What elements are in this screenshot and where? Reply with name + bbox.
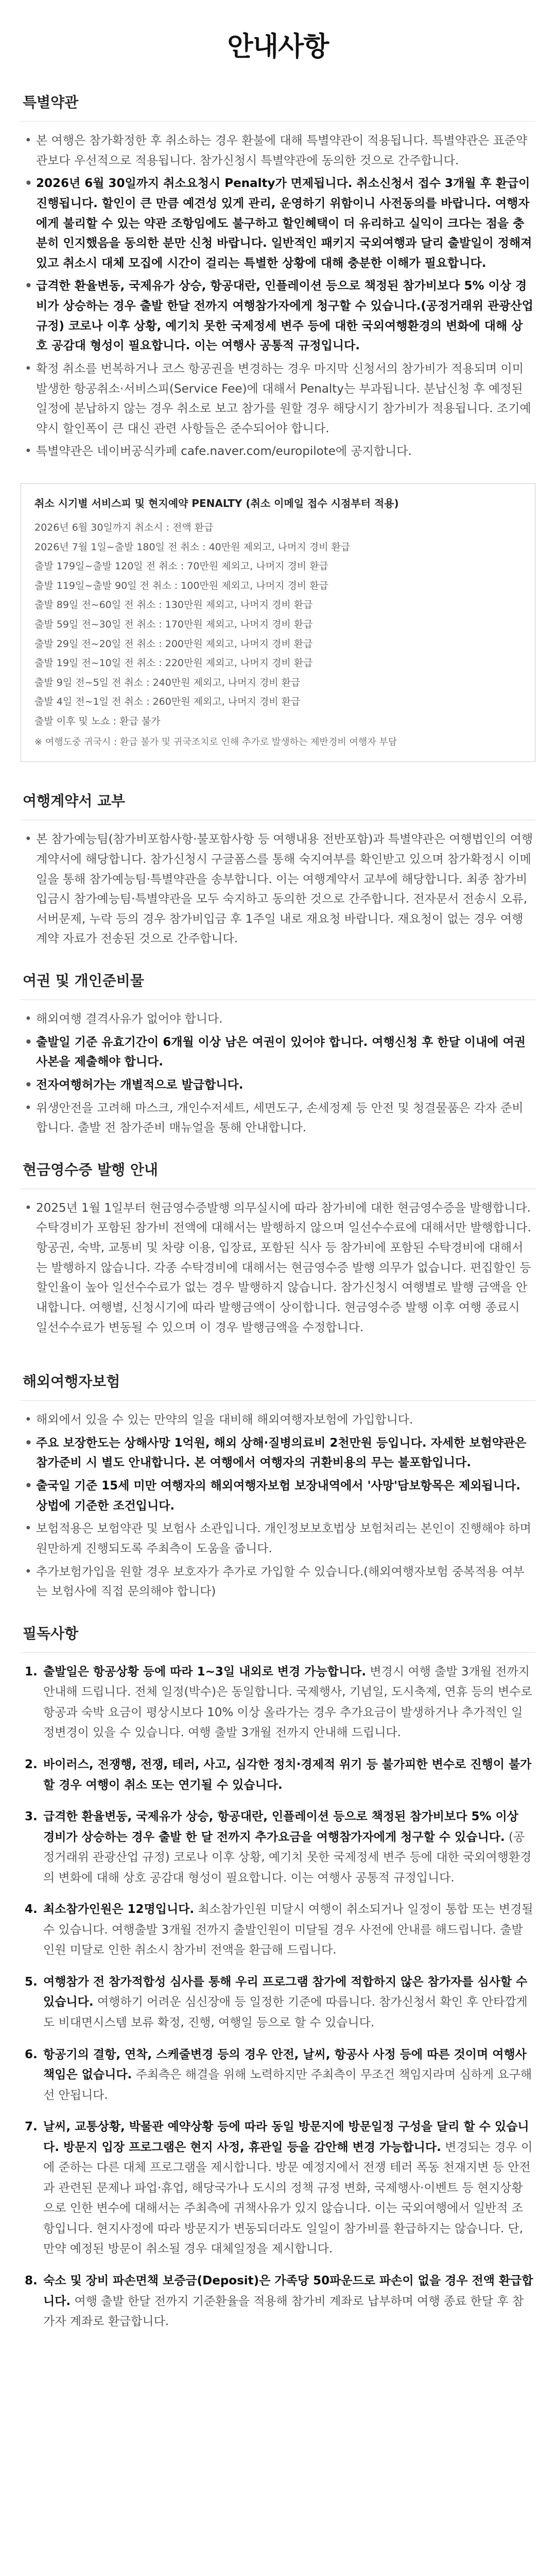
section-heading: 특별약관 (21, 84, 535, 122)
item-strong: 최소참가인원은 12명입니다. (43, 1903, 195, 1917)
list-item: • 보험적용은 보험약관 및 보험사 소관입니다. 개인정보보호법상 보험처리는 본인이 진행해야 하며 원만하게 진행되도록 주최측이 도움을 줍니다. (23, 1519, 533, 1558)
section-heading: 해외여행자보험 (21, 1363, 535, 1401)
required-list (21, 1662, 535, 2355)
penalty-row: 출발 4일 전~1일 전 취소 : 260만원 제외고, 나머지 경비 환급 (34, 696, 301, 708)
penalty-row: 2026년 7월 1일~출발 180일 전 취소 : 40만원 제외고, 나머지 경비 환급 (34, 541, 351, 553)
list-item (23, 2117, 533, 2260)
item-number: 3. (25, 1810, 38, 1824)
item-text: 주최측은 해결을 위해 노력하지만 주최측이 무조건 책임지라며 심하게 요구해선 안됩니다. (43, 2068, 532, 2102)
item-text: 여행 출발 한달 전까지 기준환율을 적용해 참가비 계좌로 납부하며 여행 종료 한달 후 참가자 계좌로 환급합니다. (43, 2294, 524, 2329)
list-item: • 출국일 기준 15세 미만 여행자의 해외여행자보험 보장내역에서 '사망'담보항목은 제외됩니다. 상법에 기준한 조건입니다. (23, 1476, 533, 1516)
receipt-list (21, 1198, 535, 1351)
list-item: • 급격한 환율변동, 국제유가 상승, 항공대란, 인플레이션 등으로 책정된 참가비보다 5% 이상 경비가 상승하는 경우 출발 한달 전까지 여행참가자에게 청구할 수 있습니다.(공정거래위 관광산업 규정) 코로나 이후 상황, 예기치 못한 국제정세 변주 등에 대한 국외여행환경의 변화에 대해 상호 공감대 형성이 필요합니다. 이는 여행사 공통적 규정입니다. (23, 276, 533, 356)
list-item (23, 2045, 533, 2106)
section-insurance (0, 1363, 556, 1615)
item-strong: 바이러스, 전쟁행, 전쟁, 테러, 사고, 심각한 정치·경제적 위기 등 불가피한 변수로 진행이 불가할 경우 여행이 취소 또는 연기될 수 있습니다. (43, 1757, 532, 1792)
item-number: 4. (25, 1903, 38, 1917)
item-text: 최소참가인원 미달시 여행이 취소되거나 일정이 통합 또는 변경될 수 있습니다. 여행출발 3개월 전까지 출발인원이 미달될 경우 사전에 안내를 해드립니다. 출발인원 미달로 인한 취소시 참가비 전액을 환급해 드립니다. (43, 1903, 533, 1957)
section-heading: 현금영수증 발행 안내 (21, 1151, 535, 1189)
list-item: • 2025년 1월 1일부터 현금영수증발행 의무실시에 따라 참가비에 대한 현금영수증을 발행합니다. 수탁경비가 포함된 참가비 전액에 대해서는 발행하지 않으며 일선수수료에 대해서만 발행합니다. 항공권, 숙박, 교통비 및 차량 이용, 입장료, 포함된 식사 등 참가비에 포함된 수탁경비에 대해서는 발행하지 않습니다. 각종 수탁경비에 대해서는 현금영수증 발행 의무가 없습니다. 편집할인 등 할인율이 높아 일선수수료가 없는 경우 발행하지 않습니다. 참가신청시 여행별로 발행 금액을 안내합니다. 여행별, 신청시기에 따라 발행금액이 상이합니다. 현금영수증 발행 이후 여행 종료시 일선수수료가 변동될 수 있으며 이 경우 발행금액을 수정합니다. (23, 1198, 533, 1337)
list-item (23, 1972, 533, 2033)
section-contract (0, 783, 556, 962)
list-item: • 특별약관은 네이버공식카페 cafe.naver.com/europilote에 공지합니다. (23, 442, 533, 462)
item-text: 여행하기 어려운 심신장애 등 일정한 기준에 따릅니다. 참가신청서 확인 후 안타깝게도 비대면시스템 보류 확정, 진행, 여행일 등으로 할 수 있습니다. (43, 1995, 528, 2029)
section-special-terms (0, 84, 556, 475)
penalty-row: 2026년 6월 30일까지 취소시 : 전액 환급 (34, 522, 214, 533)
list-item: • 해외에서 있을 수 있는 만약의 일을 대비해 해외여행자보험에 가입합니다. (23, 1410, 533, 1430)
item-number: 5. (25, 1975, 38, 1989)
section-heading: 여행계약서 교부 (21, 783, 535, 820)
item-strong: 여행참가 전 참가적합성 심사를 통해 우리 프로그램 참가에 적합하지 않은 참가자를 심사할 수 있습니다. (43, 1975, 528, 2009)
list-item: • 확정 취소를 번복하거나 코스 항공권을 변경하는 경우 마지막 신청서의 참가비가 적용되며 이미 발생한 항공취소·서비스피(Service Fee)에 대해서 Penalty는 부과됩니다. 분납신청 후 예정된 일정에 분납하지 않는 경우 취소로 보고 참가를 원할 경우 해당시기 참가비가 적용됩니다. 조기예약시 할인폭이 큰 대신 관련 사항들은 준수되어야 합니다. (23, 359, 533, 439)
list-item: • 주요 보장한도는 상해사망 1억원, 해외 상해·질병의료비 2천만원 등입니다. 자세한 보험약관은 참가준비 시 별도 안내합니다. 본 여행에서 여행자의 귀환비용의 무는 불포함입니다. (23, 1433, 533, 1473)
item-strong: 급격한 환율변동, 국제유가 상승, 항공대란, 인플레이션 등으로 책정된 참가비보다 5% 이상 경비가 상승하는 경우 출발 한 달 전까지 추가요금을 여행참가자에게 청구할 수 있습니다. (43, 1810, 518, 1844)
item-strong: 출발일은 항공상황 등에 따라 1~3일 내외로 변경 가능합니다. (43, 1665, 367, 1679)
passport-list (21, 1009, 535, 1151)
penalty-heading: 취소 시기별 서비스피 및 현지예약 PENALTY (취소 이메일 접수 시점부터 적용) (34, 497, 399, 510)
penalty-box (21, 483, 535, 762)
penalty-row: 출발 119일~출발 90일 전 취소 : 100만원 제외고, 나머지 경비 환급 (34, 580, 328, 591)
list-item: • 2026년 6월 30일까지 취소요청시 Penalty가 면제됩니다. 취소신청서 접수 3개월 후 환급이 진행됩니다. 할인이 큰 만큼 예견성 있게 관리, 운영하기 위함이니 사전동의를 바랍니다. 여행자에게 불리할 수 있는 약관 조항임에도 불구하고 할인혜택이 더 유리하고 실익이 크다는 점을 충분히 인지했음을 동의한 분만 신청 바랍니다. 일반적인 패키지 국외여행과 달리 출발일이 정해져 있고 취소시 대체 모집에 시간이 걸리는 특별한 상황에 대해 충분한 이해가 필요합니다. (23, 174, 533, 273)
list-item (23, 2271, 533, 2332)
section-heading: 여권 및 개인준비물 (21, 962, 535, 1000)
section-passport (0, 962, 556, 1151)
list-item: • 본 참가예능팀(참가비포함사항·불포함사항 등 여행내용 전반포함)과 특별약관은 여행법인의 여행계약서에 해당합니다. 참가신청시 구글폼스를 통해 숙지여부를 확인받고 있으며 참가확정시 이메일을 통해 참가예능팀·특별약관을 송부합니다. 이는 여행계약서 교부에 해당합니다. 최종 참가비입금시 참가예능팀·특별약관을 모두 숙지하고 동의한 것으로 간주합니다. 전자문서 전송시 오류, 서버문제, 누락 등의 경우 참가비입금 후 1주일 내로 재요청 바랍니다. 재요청이 없는 경우 여행계약 자료가 전송된 것으로 간주합니다. (23, 829, 533, 949)
penalty-row: 출발 89일 전~60일 전 취소 : 130만원 제외고, 나머지 경비 환급 (34, 599, 313, 611)
list-item (23, 1755, 533, 1795)
list-item (23, 1807, 533, 1888)
penalty-row: 출발 19일 전~10일 전 취소 : 220만원 제외고, 나머지 경비 환급 (34, 657, 313, 669)
contract-list (21, 829, 535, 962)
item-number: 2. (25, 1757, 38, 1771)
list-item: • 전자여행허가는 개별적으로 발급합니다. (23, 1075, 533, 1095)
list-item: • 출발일 기준 유효기간이 6개월 이상 남은 여권이 있어야 합니다. 여행신청 후 한달 이내에 여권사본을 제출해야 합니다. (23, 1032, 533, 1072)
section-heading: 필독사항 (21, 1615, 535, 1653)
penalty-row: 출발 59일 전~30일 전 취소 : 170만원 제외고, 나머지 경비 환급 (34, 619, 313, 631)
list-item: • 추가보험가입을 원할 경우 보호자가 추가로 가입할 수 있습니다.(해외여행자보험 중복적용 여부는 보험사에 직접 문의해야 합니다) (23, 1562, 533, 1602)
item-text: 변경되는 경우 이에 준하는 다른 대체 프로그램을 제시합니다. 방문 예정지에서 전쟁 테러 폭동 천재지변 등 안전과 관련된 문제나 파업·휴업, 해당국가나 도시의 정책 규정 변화, 국제행사·이벤트 등 현지상황으로 인한 변수에 대해서는 주최측에 귀책사유가 있지 않습니다. 이는 국외여행에서 일반적 조항입니다. 현지사정에 따라 방문지가 변동되더라도 일일이 참가비를 환급하지는 않습니다. 단, 만약 예정된 방문이 취소될 경우 대체일정을 제시합니다. (43, 2140, 533, 2256)
item-number: 8. (25, 2274, 38, 2288)
penalty-row: 출발 9일 전~5일 전 취소 : 240만원 제외고, 나머지 경비 환급 (34, 676, 301, 688)
penalty-row: 출발 이후 및 노쇼 : 환급 불가 (34, 716, 161, 727)
penalty-note: ※ 여행도중 귀국시 : 환급 불가 및 귀국조치로 인해 추가로 발생하는 제반경비 여행자 부담 (34, 736, 397, 748)
list-item (23, 1662, 533, 1743)
item-text: 변경시 여행 출발 3개월 전까지 안내해 드립니다. 전체 일정(박수)은 동일합니다. 국제행사, 기념일, 도시축제, 연휴 등의 변수로 항공과 숙박 요금이 평상시보다 10% 이상 올라가는 경우 추가요금이 발생하거나 추가적인 일정변경이 있을 수 있습니다. 여행 출발 3개월 전까지 안내해 드립니다. (43, 1665, 532, 1740)
list-item: • 위생안전을 고려해 마스크, 개인수저세트, 세면도구, 손세정제 등 안전 및 청결물품은 각자 준비합니다. 출발 전 참가준비 매뉴얼을 통해 안내합니다. (23, 1098, 533, 1138)
item-strong: 날씨, 교통상황, 박물관 예약상황 등에 따라 동일 방문지에 방문일정 구성을 달리 할 수 있습니다. 방문지 입장 프로그램은 현지 사정, 휴관일 등을 감안해 변경 가능합니다. (43, 2120, 529, 2154)
penalty-row: 출발 29일 전~20일 전 취소 : 200만원 제외고, 나머지 경비 환급 (34, 638, 313, 650)
insurance-list (21, 1410, 535, 1615)
item-text: (공정거래위 관광산업 규정) 코로나 이후 상황, 예기치 못한 국제정세 변주 등에 대한 국외여행환경의 변화에 대해 상호 공감대 형성이 필요합니다. 이는 여행사 공통적 규정입니다. (43, 1830, 532, 1885)
penalty-row: 출발 179일~출발 120일 전 취소 : 70만원 제외고, 나머지 경비 환급 (34, 561, 328, 572)
item-strong: 항공기의 결항, 연착, 스케줄변경 등의 경우 안전, 날씨, 항공사 사정 등에 따른 것이며 여행사 책임은 없습니다. (43, 2047, 527, 2082)
section-required (0, 1615, 556, 2355)
list-item (23, 1900, 533, 1961)
special-list (21, 131, 535, 475)
section-receipt (0, 1151, 556, 1351)
item-strong: 숙소 및 장비 파손면책 보증금(Deposit)은 가족당 50파운드로 파손이 없을 경우 전액 환급합니다. (43, 2274, 533, 2308)
item-number: 6. (25, 2047, 38, 2061)
item-number: 7. (25, 2120, 38, 2134)
list-item: • 해외여행 결격사유가 없어야 합니다. (23, 1009, 533, 1029)
page-title: 안내사항 (227, 31, 329, 62)
list-item: • 본 여행은 참가확정한 후 취소하는 경우 환불에 대해 특별약관이 적용됩니다. 특별약관은 표준약관보다 우선적으로 적용됩니다. 참가신청시 특별약관에 동의한 것으로 간주합니다. (23, 131, 533, 171)
item-number: 1. (25, 1665, 38, 1679)
